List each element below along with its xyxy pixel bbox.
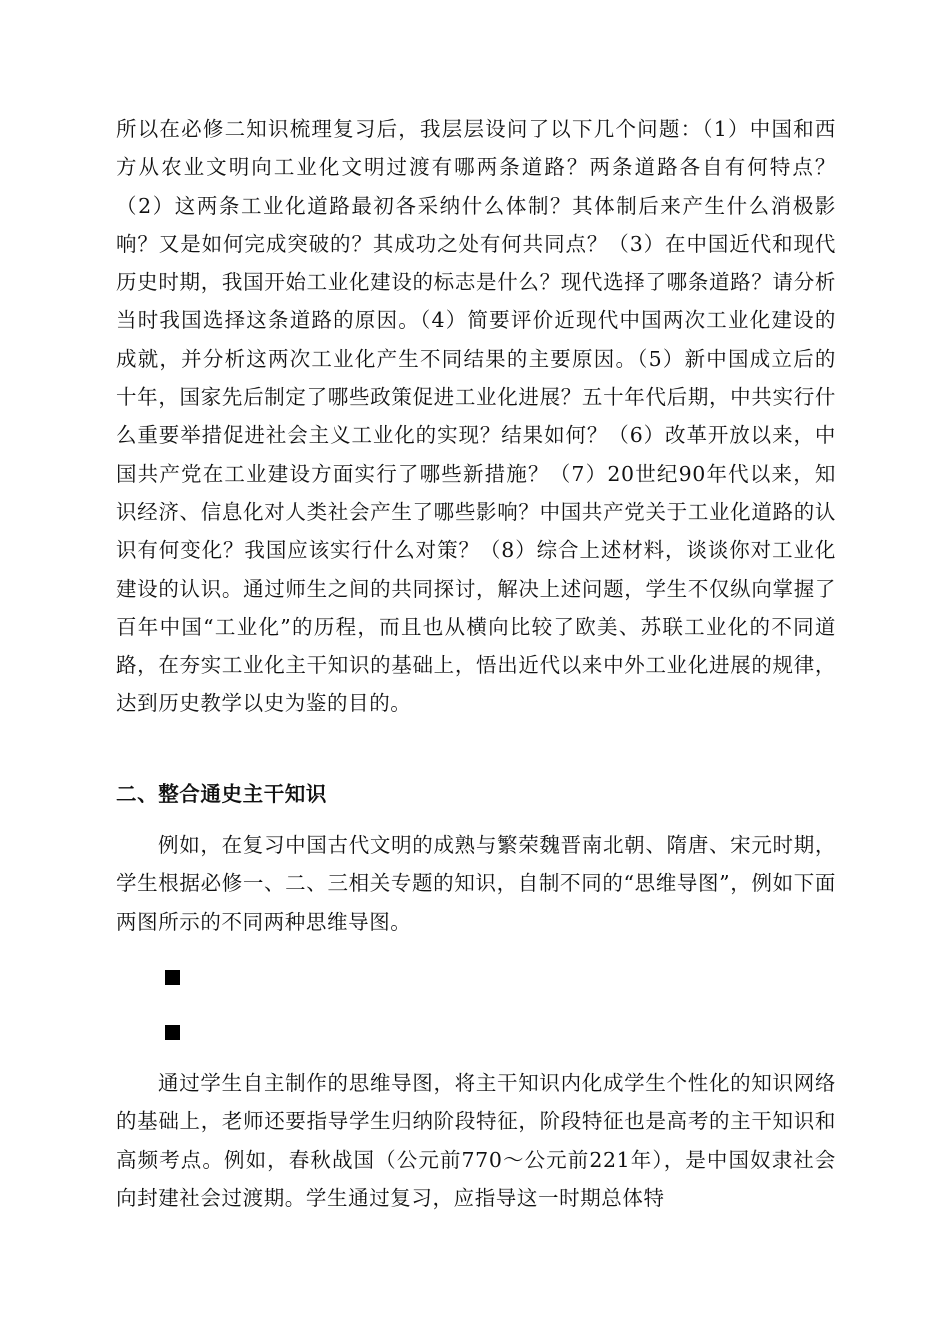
figure-placeholder-icon xyxy=(165,970,180,985)
section-heading: 二、整合通史主干知识 xyxy=(116,782,327,806)
paragraph-intro-questions: 所以在必修二知识梳理复习后，我层层设问了以下几个问题：（1）中国和西方从农业文明向工业化文明过渡有哪两条道路？两条道路各自有何特点？（2）这两条工业化道路最初各采纳什么体制？其体制后来产生什么消极影响？又是如何完成突破的？其成功之处有何共同点？（3）在中国近代和现代历史时期，我国开始工业化建设的标志是什么？现代选择了哪条道路？请分析当时我国选择这条道路的原因。（4）简要评价近现代中国两次工业化建设的成就，并分析这两次工业化产生不同结果的主要原因。（5）新中国成立后的十年，国家先后制定了哪些政策促进工业化进展？五十年代后期，中共实行什么重要举措促进社会主义工业化的实现？结果如何？（6）改革开放以来，中国共产党在工业建设方面实行了哪些新措施？（7）20世纪90年代以来，知识经济、信息化对人类社会产生了哪些影响？中国共产党关于工业化道路的认识有何变化？我国应该实行什么对策？（8）综合上述材料，谈谈你对工业化建设的认识。通过师生之间的共同探讨，解决上述问题，学生不仅纵向掌握了百年中国“工业化”的历程，而且也从横向比较了欧美、苏联工业化的不同道路，在夯实工业化主干知识的基础上，悟出近代以来中外工业化进展的规律，达到历史教学以史为鉴的目的。 xyxy=(116,117,836,716)
paragraph-example-mind-maps: 例如，在复习中国古代文明的成熟与繁荣魏晋南北朝、隋唐、宋元时期，学生根据必修一、二、三相关专题的知识，自制不同的“思维导图”，例如下面两图所示的不同两种思维导图。 xyxy=(116,833,836,934)
figure-placeholder-icon xyxy=(165,1025,180,1040)
paragraph-stage-features: 通过学生自主制作的思维导图，将主干知识内化成学生个性化的知识网络的基础上，老师还要指导学生归纳阶段特征，阶段特征也是高考的主干知识和高频考点。例如，春秋战国（公元前770～公元前221年），是中国奴隶社会向封建社会过渡期。学生通过复习，应指导这一时期总体特 xyxy=(116,1071,836,1210)
